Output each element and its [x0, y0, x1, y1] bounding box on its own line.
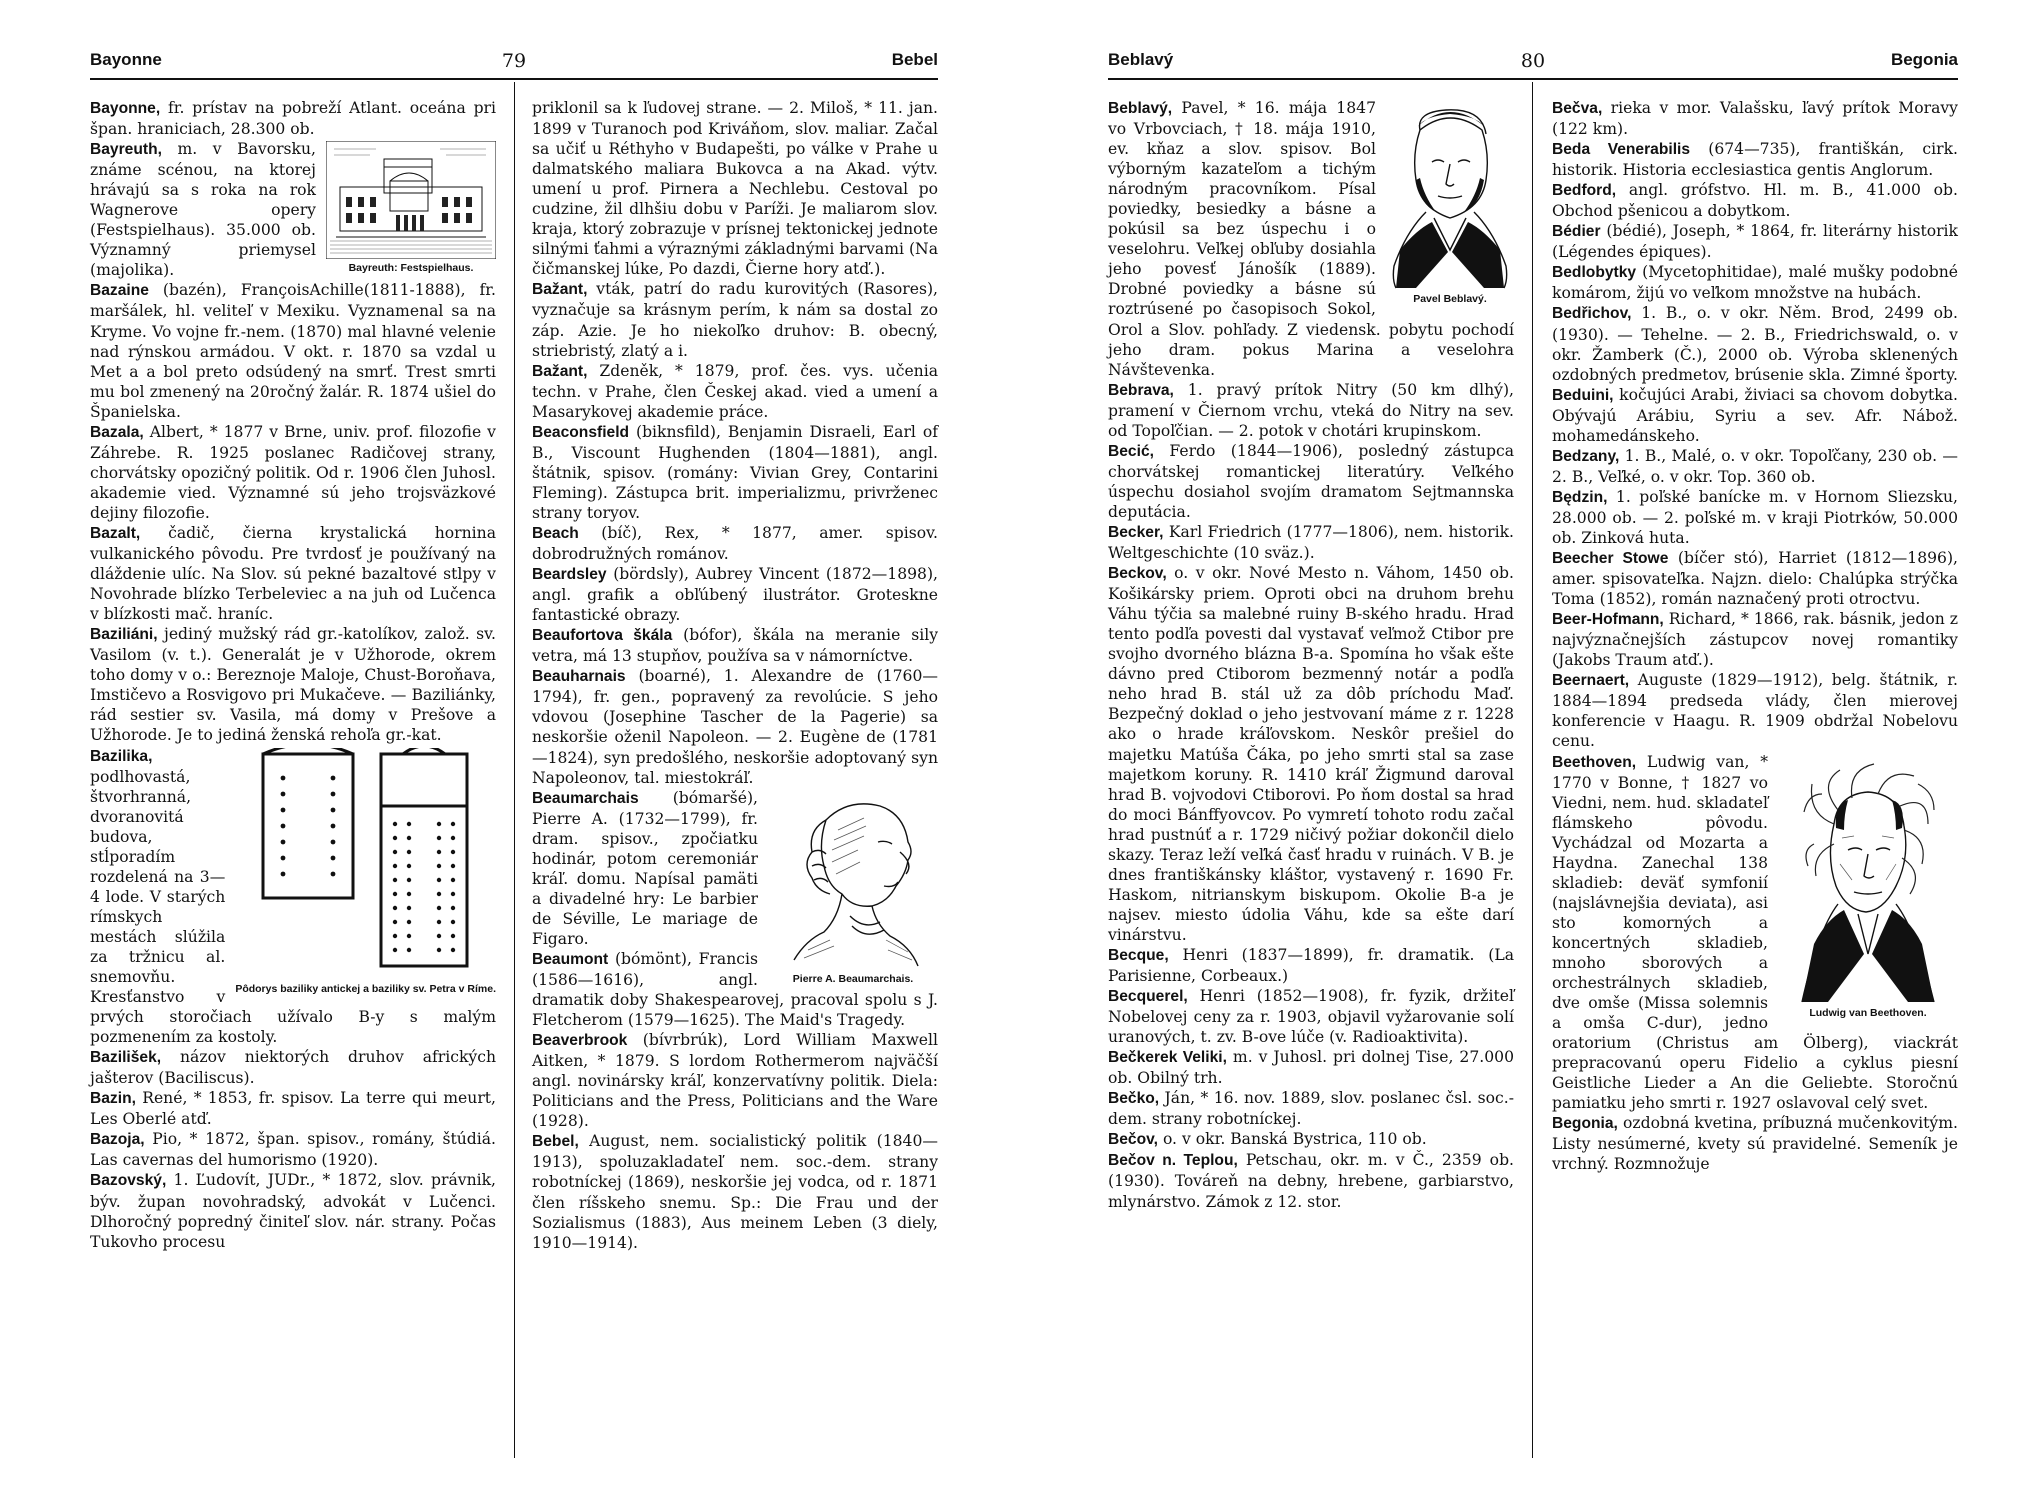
entry: Becquerel, Henri (1852—1908), fr. fyzik, držiteľ Nobelovej ceny za r. 1903, objavil vyžarovanie solí uranových, t. zv. B-ove lúče (v. Radioaktivita). [1108, 987, 1514, 1047]
entry: Bečko, Ján, * 16. nov. 1889, slov. poslanec čsl. soc.-dem. strany robotníckej. [1108, 1089, 1514, 1129]
beethoven-portrait [1778, 754, 1958, 1004]
entry: Bazaine (bazén), FrançoisAchille(1811-1888), fr. maršálek, hl. veliteľ v Mexiku. Vyznamenal sa na Kryme. Vo vojne fr.-nem. (1870) mal hlavné velenie nad rýnskou armádou. V okt. r. 1870 sa vzdal u Met a a bol preto odsúdený na smrť. Trest smrti mu bol zmenený na 20ročný žalár. R. 1874 ušiel do Španielska. [90, 281, 496, 421]
entry: Beaufortova škála (bófor), škála na meranie sily vetra, má 13 stupňov, používa sa v námorníctve. [532, 626, 939, 666]
entry: Becque, Henri (1837—1899), fr. dramatik. (La Parisienne, Corbeaux.) [1108, 945, 1514, 986]
beaumarchais-caption: Pierre A. Beaumarchais. [792, 972, 914, 985]
entry: Bayonne, fr. prístav na pobreží Atlant. oceána pri špan. hraniciach, 28.300 ob. [90, 99, 496, 139]
entry: Beethoven, Ludwig van, * 1770 v Bonne, † 1827 vo Viedni, nem. hud. skladateľ flámskeho pôvodu. Vychádzal od Mozarta a Haydna. Zanechal 138 skladieb: deväť symfonií (najslávnejšia deviata), asi sto komorných a koncertných skladieb, mnoho sborových a orchestrálnych skladieb, dve omše (Missa solemnis a omša C-dur), jedno oratorium (Christus am Ölberg), viackrát prepracovanú operu Fidelio a cyklus piesní Geistliche Lieder a An die Geliebte. Storočnú pamiatku jeho smrti r. 1927 oslavoval celý svet. [1552, 752, 1958, 1113]
entry: Bazilišek, názov niektorých druhov afrických jašterov (Baciliscus). [90, 1048, 496, 1088]
right-page [1108, 46, 1958, 1466]
entry: Bayreuth, m. v Bavorsku, známe scénou, na ktorej hrávajú sa s roka na rok Wagnerove opery (Festspielhaus). 35.000 ob. Významný priemysel (majolika). [90, 140, 316, 280]
entry: Bazovský, 1. Ľudovít, JUDr., * 1872, slov. právnik, býv. župan novohradský, advokát v Lučenci. Dlhoročný popredný činiteľ slov. nár. strany. Počas Tukovho procesu [90, 1171, 496, 1251]
entry: Będzin, 1. poľské banícke m. v Hornom Sliezsku, 28.000 ob. — 2. poľské m. v kraji Piotrków, 50.000 ob. Zinková huta. [1552, 487, 1958, 547]
right-head-first-word: Beblavý [1108, 50, 1174, 69]
bayreuth-caption: Bayreuth: Festspielhaus. [348, 262, 474, 275]
entry: Bedzany, 1. B., Malé, o. v okr. Topoľčany, 230 ob. — 2. B., Veľké, o. v okr. Top. 360 ob. [1552, 446, 1958, 486]
basilica-floorplan-illustration [253, 748, 479, 980]
right-page-column-2 [1552, 98, 1958, 1174]
entry: Beaumarchais (bómaršé), Pierre A. (1732—1799), fr. dram. spisov., zpočiatku hodinár, potom ceremoniár kráľ. domu. Napísal pamäti a divadelné hry: Le barbier de Séville, Le mariage de Figaro. [532, 788, 758, 948]
entry: Bečkerek Veliki, m. v Juhosl. pri dolnej Tise, 27.000 ob. Obilný trh. [1108, 1048, 1514, 1088]
entry: Beda Venerabilis (674—735), františkán, cirk. historik. Historia ecclesiastica gentis Anglorum. [1552, 140, 1959, 180]
entry: Bazin, René, * 1853, fr. spisov. La terre qui meurt, Les Oberlé atď. [90, 1089, 496, 1129]
left-running-head [90, 46, 938, 80]
entry: Becić, Ferdo (1844—1906), posledný zástupca chorvátskej romantickej literatúry. Veľkého úspechu dosiahol svojím dramatom Sejtmannska deputácia. [1108, 441, 1514, 521]
right-running-head [1108, 46, 1958, 80]
bayreuth-figure [326, 141, 496, 275]
entry: Bédier (bédié), Joseph, * 1864, fr. literárny historik (Légendes épiques). [1552, 222, 1958, 262]
entry: Beblavý, Pavel, * 16. mája 1847 vo Vrbovciach, † 18. mája 1910, ev. kňaz a slov. spisov. Bol výborným kazateľom a tichým národným pracovníkom. Písal poviedky, besiedky a básne a pokúsil sa bez úspechu i o veselohru. Veľkej obľuby dosiahla jeho povesť Jánošík (1889). Drobné poviedky a básne sú roztrúsené po časopisoch Sokol, Orol a Slov. pohľady. Z viedensk. pobytu pochodí jeho dram. pokus Marina a veselohra Návštevenka. [1108, 99, 1514, 379]
entry: Baziliáni, jediný mužský rád gr.-katolíkov, založ. sv. Vasilom (v. t.). Generalát je v Užhorode, okrem toho domy v o.: Bereznoje Maloje, Chust-Boroňava, Imstičevo a Rosvigovo pri Mukačeve. — Baziliánky, rád sestier sv. Vasila, má domy v Prešove a Užhorode. Je to jediná ženská rehoľa gr.-kat. [90, 625, 496, 745]
entry: Bebrava, 1. pravý prítok Nitry (50 km dlhý), pramení v Čiernom vrchu, vteká do Nitry na sev. od Topoľčian. — 2. potok v chotári krupinskom. [1108, 380, 1514, 440]
entry: Beernaert, Auguste (1829—1912), belg. štátnik, r. 1884—1894 predseda vlády, člen mierovej konferencie v Haagu. R. 1909 obdržal Nobelovu cenu. [1552, 671, 1958, 751]
left-head-first-word: Bayonne [90, 50, 162, 69]
entry: Beckov, o. v okr. Nové Mesto n. Váhom, 1450 ob. Košikársky priem. Oproti obci na druhom brehu Váhu týčia sa malebné ruiny B-ského hradu. Hrad tento podľa povesti dal vystavať veľmož Ctibor pre svojho dvorného blázna B-a. Spomína ho však ešte dávno pred Ctiborom bezmenný notár a podľa neho hrad B. stál už za dôb príchodu Maď. Bezpečný doklad o jeho jestvovaní máme z r. 1228 ako o hrade kráľovskom. Neskôr prešiel do majetku Matúša Čáka, po jeho smrti stal sa zase majetkom koruny. R. 1410 kráľ Žigmund daroval hrad B. vojvodovi Ctiborovi. Po ňom dostal sa hrad do moci Bánffyovcov. Po vymretí tohoto rodu začal hrad pustnúť a r. 1729 ničivý požiar dokončil dielo skazy. Teraz leží veľká časť hradu v ruinách. V B. je dnes františkánsky kláštor, vystavený r. 1690 Fr. Haskom, nitrianskym biskupom. Okolie B-a je najsev. miesto údolia Váhu, kde sa ešte darí vinárstvu. [1108, 564, 1514, 944]
entry: Becker, Karl Friedrich (1777—1806), nem. historik. Weltgeschichte (10 sväz.). [1108, 522, 1514, 563]
left-page-number: 79 [501, 50, 527, 72]
entry-continuation: priklonil sa k ľudovej strane. — 2. Miloš, * 11. jan. 1899 v Turanoch pod Kriváňom, slov. maliar. Začal sa učiť u Réthyho v Budapešti, po válke v Prahe u dalmatského maliara Bukovca a na Akad. výtv. umení u prof. Pirnera a Nechlebu. Cestoval po cudzine, žil dlhšiu dobu v Paríži. Je maliarom slov. kraja, ktorý zobrazuje v prísnej tektonickej jednote silnými ťahmi a výraznými základnými barvami (Na čičmanskej lúke, Po dazdi, Čierne hory atď.). [532, 99, 938, 279]
left-page-column-1 [90, 98, 496, 1252]
basilica-figure [235, 748, 496, 996]
column-divider [514, 82, 515, 1458]
entry: Beach (bíč), Rex, * 1877, amer. spisov. dobrodružných románov. [532, 523, 938, 564]
entry: Beardsley (bördsly), Aubrey Vincent (1872—1898), angl. grafik a obľúbený ilustrátor. Groteskne fantastické obrazy. [532, 565, 938, 625]
entry: Beaconsfield (biknsfild), Benjamin Disraeli, Earl of B., Viscount Hughenden (1804—1881), angl. štátnik, spisov. (romány: Vivian Grey, Contarini Fleming). Zástupca brit. imperializmu, privrženec strany toryov. [532, 422, 938, 522]
entry: Beaverbrook (bívrbrúk), Lord William Maxwell Aitken, * 1879. S lordom Rothermerom najväčší angl. novinársky kráľ, konzervatívny politik. Diela: Politicians and the Press, Politicians and the Ware (1928). [532, 1031, 938, 1131]
beaumarchais-portrait [768, 790, 938, 970]
beblavy-figure [1386, 100, 1514, 306]
entry: Bedford, angl. grófstvo. Hl. m. B., 41.000 ob. Obchod pšenicou a dobytkom. [1552, 181, 1958, 221]
entry: Bažant, Zdeněk, * 1879, prof. čes. vys. učenia techn. v Prahe, člen Českej akad. vied a umení a Masarykovej akademie práce. [532, 361, 938, 421]
entry: Beaumont (bómönt), Francis (1586—1616), angl. dramatik doby Shakespearovej, pracoval spolu s J. Fletcherom (1579—1625). The Maid's Tragedy. [532, 949, 938, 1030]
entry: Bebel, August, nem. socialistický politik (1840—1913), spoluzakladateľ nem. soc.-dem. strany robotníckej (1869), neskoršie jej vodca, od r. 1871 člen ríšskeho snemu. Sp.: Die Frau und der Sozialismus (1883), Aus meinem Leben (3 diely, 1910—1914). [532, 1132, 938, 1252]
entry: Beauharnais (boarné), 1. Alexandre de (1760—1794), fr. gen., popravený za revolúcie. S jeho vdovou (Josephine Tascher de la Pagerie) sa neskoršie oženil Napoleon. — 2. Eugène de (1781—1824), syn predošlého, neskoršie adoptovaný syn Napoleonov, tal. miestokráľ. [532, 667, 938, 787]
beblavy-caption: Pavel Beblavý. [1413, 293, 1487, 305]
entry: Bedlobytky (Mycetophitidae), malé mušky podobné komárom, žijú vo veľkom množstve na hubách. [1552, 263, 1958, 303]
entry: Beer-Hofmann, Richard, * 1866, rak. básnik, jedon z najvýznačnejších zástupcov novej romantiky (Jakobs Traum atď.). [1552, 610, 1958, 670]
left-page-column-2 [532, 98, 938, 1253]
entry: Bazala, Albert, * 1877 v Brne, univ. prof. filozofie v Záhrebe. R. 1925 poslanec Radičovej strany, chorvátsky opozičný politik. Od r. 1906 člen Juhosl. akademie vied. Významné sú jeho trojsväzkové dejiny filozofie. [90, 422, 496, 522]
beethoven-caption: Ludwig van Beethoven. [1809, 1006, 1927, 1019]
entry: Bečov, o. v okr. Banská Bystrica, 110 ob. [1108, 1130, 1427, 1149]
basilica-caption: Pôdorys baziliky antickej a baziliky sv. Petra v Ríme. [235, 982, 496, 995]
left-page [90, 46, 938, 1466]
entry: Beduini, kočujúci Arabi, živiaci sa chovom dobytka. Obývajú Arábiu, Syriu a sev. Afr. Nábož. mohamedánskeho. [1552, 385, 1958, 445]
entry: Bazilika, podlhovastá, štvorhranná, dvoranovitá budova, stĺporadím rozdelená na 3—4 lode. V starých rímskych mestách slúžila za tržnicu al. snemovňu. Kresťanstvo v prvých storočiach užívalo B-y s malým pozmenením za kostoly. [90, 747, 496, 1047]
beblavy-portrait [1386, 100, 1514, 290]
right-page-number: 80 [1520, 50, 1546, 72]
entry: Bečva, rieka v mor. Valašsku, ľavý prítok Moravy (122 km). [1552, 99, 1958, 139]
right-head-last-word: Begonia [1890, 50, 1958, 69]
entry: Bedřichov, 1. B., o. v okr. Něm. Brod, 2499 ob. (1930). — Tehelne. — 2. B., Friedrichswald, o. v okr. Žamberk (Č.), 2000 ob. Výroba sklenených ozdobných predmetov, brúsenie skla. Zimné športy. [1552, 304, 1958, 384]
right-page-column-1 [1108, 98, 1514, 1212]
beethoven-figure [1778, 754, 1958, 1020]
festspielhaus-illustration [326, 141, 496, 259]
entry: Bažant, vták, patrí do radu kurovitých (Rasores), vyznačuje sa krásnym perím, k nám sa dostal zo záp. Azie. Je ho niekoľko druhov: B. obecný, striebristý, zlatý a i. [532, 280, 938, 360]
beaumarchais-figure [768, 790, 938, 986]
entry: Beecher Stowe (bíčer stó), Harriet (1812—1896), amer. spisovateľka. Najzn. dielo: Chalúpka strýčka Toma (1852), román naznačený proti otroctvu. [1552, 549, 1958, 609]
entry: Begonia, ozdobná kvetina, príbuzná mučenkovitým. Listy nesúmerné, kvety sú pravidelné. Semeník je vrchný. Rozmnožuje [1552, 1114, 1958, 1174]
column-divider [1532, 82, 1533, 1458]
left-head-last-word: Bebel [891, 50, 938, 69]
entry: Bazalt, čadič, čierna krystalická hornina vulkanického pôvodu. Pre tvrdosť je používaný na dláždenie ulíc. Na Slov. sú pekné bazaltové stlpy v Novohrade blízko Terbeleviec a na juh od Lučenca v blízkosti mač. hraníc. [90, 523, 496, 624]
entry: Bazoja, Pio, * 1872, špan. spisov., romány, štúdiá. Las cavernas del humorismo (1920). [90, 1130, 496, 1170]
entry: Bečov n. Teplou, Petschau, okr. m. v Č., 2359 ob. (1930). Továreň na debny, hrebene, garbiarstvo, mlynárstvo. Zámok z 12. stor. [1108, 1151, 1515, 1211]
